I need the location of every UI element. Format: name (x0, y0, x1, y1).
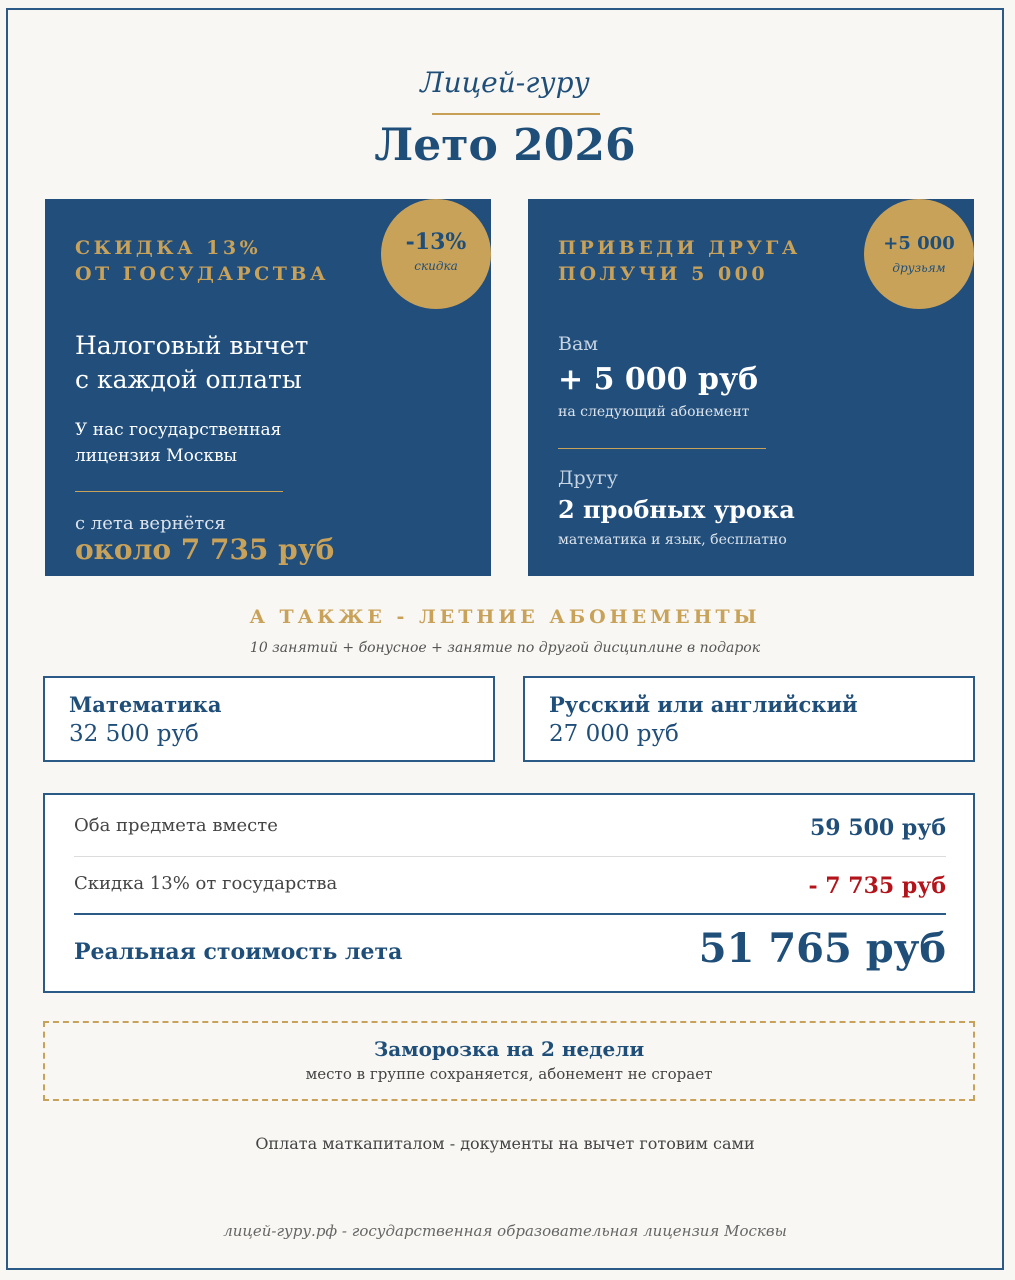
subscriptions-subheading: 10 занятий + бонусное + занятие по другой дисциплине в подарок (249, 640, 761, 656)
footer-text: лицей-гуру.рф - государственная образовательная лицензия Москвы (223, 1222, 787, 1240)
subscription-name: Русский или английский (549, 692, 858, 717)
return-value: около 7 735 руб (75, 533, 335, 566)
return-label: с лета вернётся (75, 513, 226, 534)
discount-badge-label: скидка (414, 259, 458, 273)
you-label: Вам (558, 333, 599, 355)
total-label: Реальная стоимость лета (74, 939, 403, 965)
friend-bonus-note: математика и язык, бесплатно (558, 532, 787, 548)
freeze-subtitle: место в группе сохраняется, абонемент не сгорает (305, 1065, 713, 1083)
you-bonus-value: + 5 000 руб (558, 362, 759, 397)
calc-label: Оба предмета вместе (74, 815, 278, 836)
subscription-name: Математика (69, 692, 222, 717)
total-divider (74, 913, 946, 915)
cost-calculation (43, 793, 975, 993)
subscription-price: 32 500 руб (69, 721, 199, 747)
payment-note: Оплата маткапиталом - документы на вычет готовим сами (255, 1134, 755, 1153)
subscription-price: 27 000 руб (549, 721, 679, 747)
referral-badge (864, 199, 974, 309)
freeze-notice (43, 1021, 975, 1101)
license-note: У нас государственная лицензия Москвы (75, 420, 282, 466)
calc-value: 59 500 руб (810, 815, 946, 841)
row-divider (74, 856, 946, 857)
calc-label: Скидка 13% от государства (74, 873, 338, 894)
discount-badge-value: -13% (405, 229, 467, 255)
subscriptions-heading: А ТАКЖЕ - ЛЕТНИЕ АБОНЕМЕНТЫ (249, 606, 761, 628)
language-price-box (523, 676, 975, 762)
referral-badge-label: друзьям (892, 261, 946, 275)
calc-value: - 7 735 руб (808, 873, 946, 899)
you-bonus-note: на следующий абонемент (558, 404, 750, 420)
referral-heading: ПРИВЕДИ ДРУГА ПОЛУЧИ 5 000 (558, 237, 801, 285)
math-price-box (43, 676, 495, 762)
card-divider (75, 491, 283, 492)
discount-badge (381, 199, 491, 309)
friend-bonus-value: 2 пробных урока (558, 495, 795, 524)
card-divider (558, 448, 766, 449)
referral-badge-value: +5 000 (883, 233, 955, 254)
brand-divider (432, 113, 600, 115)
page-title: Лето 2026 (374, 120, 636, 171)
friend-label: Другу (558, 467, 618, 489)
tax-deduction-headline: Налоговый вычет с каждой оплаты (75, 331, 309, 394)
freeze-title: Заморозка на 2 недели (373, 1037, 645, 1061)
tax-discount-heading: СКИДКА 13% ОТ ГОСУДАРСТВА (75, 237, 329, 285)
referral-card (528, 199, 974, 576)
total-value: 51 765 руб (698, 925, 946, 972)
tax-discount-card (45, 199, 491, 576)
brand-name: Лицей-гуру (420, 66, 590, 99)
page-frame (6, 8, 1004, 1270)
